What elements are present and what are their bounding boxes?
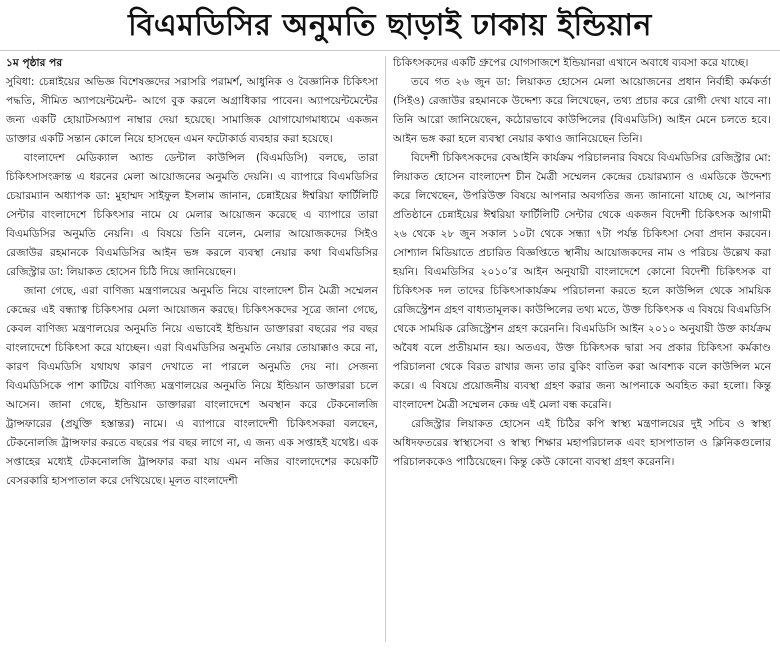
paragraph: সুবিধা: চেন্নাইয়ের অভিজ্ঞ বিশেষজ্ঞদের সরাসরি পরামর্শ, আধুনিক ও বৈজ্ঞানিক চিকিৎসা পদ্ধতি, সীমিত অ্যাপয়েন্টমেন্ট- আগে বুক করলে অগ্রাধিকার পাবেন। অ্যাপয়েন্টমেন্টের জন্য একটি হোয়াটসঅ্যাপ নাম্বার দেয়া হয়েছে। সামাজিক যোগাযোগমাধ্যমে একজন ডাক্তার একটি সন্তান কোলে নিয়ে হাসছেন এমন ফটোকার্ড ব্যবহার করা হয়েছে। [6, 76, 378, 145]
headline: বিএমডিসির অনুমতি ছাড়াই ঢাকায় ইন্ডিয়ান [128, 8, 652, 43]
paragraph: জানা গেছে, এরা বাণিজ্য মন্ত্রণালয়ের অনুমতি নিয়ে বাংলাদেশ চীন মৈত্রী সম্মেলন কেন্দ্রের এই বন্ধ্যাত্ব চিকিৎসার মেলা আয়োজন করছে। চিকিৎসকদের সূত্রে জানা গেছে, কেবল বাণিজ্য মন্ত্রণালয়ের অনুমতি নিয়ে এভাবেই ইন্ডিয়ান ডাক্তাররা বছরের পর বছর বাংলাদেশে চিকিৎসা করে যাচ্ছেন। এরা বিএমডিসির অনুমতি নেয়ার তোয়াক্কাও করে না, কারণ বিএমডিসি যথাযথ কারণ দেখাতে না পারলে অনুমতি দেয় না। সেজন্য বিএমডিসিকে পাশ কাটিয়ে বাণিজ্য মন্ত্রণালয়ের অনুমতি নিয়ে ইন্ডিয়ান ডাক্তাররা চলে আসেন। জানা গেছে, ইন্ডিয়ান ডাক্তাররা বাংলাদেশে অবস্থান করে টেকনোলজি ট্রান্সফারের (প্রযুক্তি হস্তান্তর) নামে। এ ব্যাপারে বাংলাদেশী চিকিৎসকরা বলছেন, টেকনোলজি ট্রান্সফার করতে বছরের পর বছর লাগে না, এ জন্য এক সপ্তাহই যথেষ্ট। এক সপ্তাহের মধ্যেই টেকনোলজি ট্রান্সফার করা যায় এমন নজির বাংলাদেশের কয়েকটি বেসরকারি হাসপাতাল করে দেখিয়েছে। মূলত বাংলাদেশী [6, 285, 378, 487]
headline-rule [0, 50, 780, 51]
paragraph: বাংলাদেশ মেডিক্যাল অ্যান্ড ডেন্টাল কাউন্সিল (বিএমডিসি) বলছে, তারা চিকিৎসাসংক্রান্ত এ ধরনের মেলা আয়োজনের অনুমতি দেয়নি। এ ব্যাপারে বিএমডিসির চেয়ারম্যান অধ্যাপক ডা: মুহাম্মদ সাইফুল ইসলাম জানান, চেন্নাইয়ের ঈশ্বরিয়া ফার্টিলিটি সেন্টার বাংলাদেশে চিকিৎসার নামে যে মেলার আয়োজন করেছে এ ব্যাপারে তারা বিএমডিসির অনুমতি নেয়নি। এ বিষয়ে তিনি বলেন, মেলার আয়োজকদের সিইও রেজাউর রহমানকে বিএমডিসির আইন ভঙ্গ করলে ব্যবস্থা নেয়ার কথা বিএমডিসির রেজিস্ট্রার ডা: লিয়াকত হোসেন চিঠি দিয়ে জানিয়েছেন। [6, 152, 378, 278]
continued-label: ১ম পৃষ্ঠার পর [6, 57, 63, 69]
paragraph: বিদেশী চিকিৎসকদের বেআইনি কার্যক্রম পরিচালনার বিষয়ে বিএমডিসির রেজিস্ট্রার মো: লিয়াকত হোসেন বাংলাদেশ চীন মৈত্রী সম্মেলন কেন্দ্রের চেয়ারম্যান ও এমডিকে উদ্দেশ্য করে লিখেছেন, উপরিউক্ত বিষয়ে আপনার অবগতির জন্য জানানো যাচ্ছে যে, আপনার প্রতিষ্ঠানে চেন্নাইয়ের ঈশ্বরিয়া ফার্টিলিটি সেন্টার থেকে একজন বিদেশী চিকিৎসক আগামী ২৬ থেকে ২৮ জুন সকাল ১০টা থেকে সন্ধ্যা ৭টা পর্যন্ত চিকিৎসা সেবা প্রদান করবেন। সোশ্যাল মিডিয়াতে প্রচারিত বিজ্ঞপ্তিতে স্থানীয় আয়োজকদের নাম ও পরিচয় উল্লেখ করা হয়নি। বিএমডিসির ২০১০’র আইন অনুযায়ী বাংলাদেশে কোনো বিদেশী চিকিৎসক বা চিকিৎসক দল তাদের চিকিৎসাকার্যক্রম পরিচালনা করতে হলে কাউন্সিল থেকে সাময়িক রেজিস্ট্রেশন গ্রহণ বাধ্যতামূলক। কাউন্সিলের তথ্য মতে, উক্ত চিকিৎসক এ বিষয়ে বিএমডিসি থেকে সাময়িক রেজিস্ট্রেশন গ্রহণ করেননি। বিএমডিসি আইন ২০১০ অনুযায়ী উক্ত কার্যক্রম অবৈধ বলে প্রতীয়মান হয়। অতএব, উক্ত চিকিৎসক দ্বারা সব প্রকার চিকিৎসা কর্মকাণ্ড পরিচালনা থেকে বিরত রাখার জন্য তার বুকিং বাতিল করা আবশ্যক বলে কাউন্সিল মনে করে। এ বিষয়ে প্রয়োজনীয় ব্যবস্থা গ্রহণ করার জন্য আপনাকে অবহিত করা হলো। কিন্তু বাংলাদেশ মৈত্রী সম্মেলন কেন্দ্র এই মেলা বন্ধ করেনি। [393, 152, 771, 411]
paragraph: রেজিস্ট্রার লিয়াকত হোসেন এই চিঠির কপি স্বাস্থ্য মন্ত্রণালয়ের দুই সচিব ও স্বাস্থ্য অধিদফতরের স্বাস্থ্যসেবা ও স্বাস্থ্য শিক্ষার মহাপরিচালক এবং হাসপাতাল ও ক্লিনিকগুলোর পরিচালককেও পাঠিয়েছেন। কিন্তু কেউ কোনো ব্যবস্থা গ্রহণ করেননি। [393, 418, 771, 468]
left-column [6, 54, 378, 644]
right-column [393, 54, 771, 644]
column-divider [385, 56, 386, 642]
paragraph: চিকিৎসকদের একটি গ্রুপের যোগসাজশে ইন্ডিয়ানরা এখানে অবাধে ব্যবসা করে যাচ্ছে। [393, 57, 749, 69]
paragraph: তবে গত ২৬ জুন ডা: লিয়াকত হোসেন মেলা আয়োজনের প্রধান নির্বাহী কর্মকর্তা (সিইও) রেজাউর রহমানকে উদ্দেশ্য করে লিখেছেন, তথ্য প্রচার করে রোগী দেখা যাবে না। তিনি আরো জানিয়েছেন, কঠোরভাবে কাউন্সিলের (বিএমডিসি) আইন মেনে চলতে হবে। আইন ভঙ্গ করা হলে ব্যবস্থা নেয়ার কথাও জানিয়েছেন তিনি। [393, 76, 771, 145]
